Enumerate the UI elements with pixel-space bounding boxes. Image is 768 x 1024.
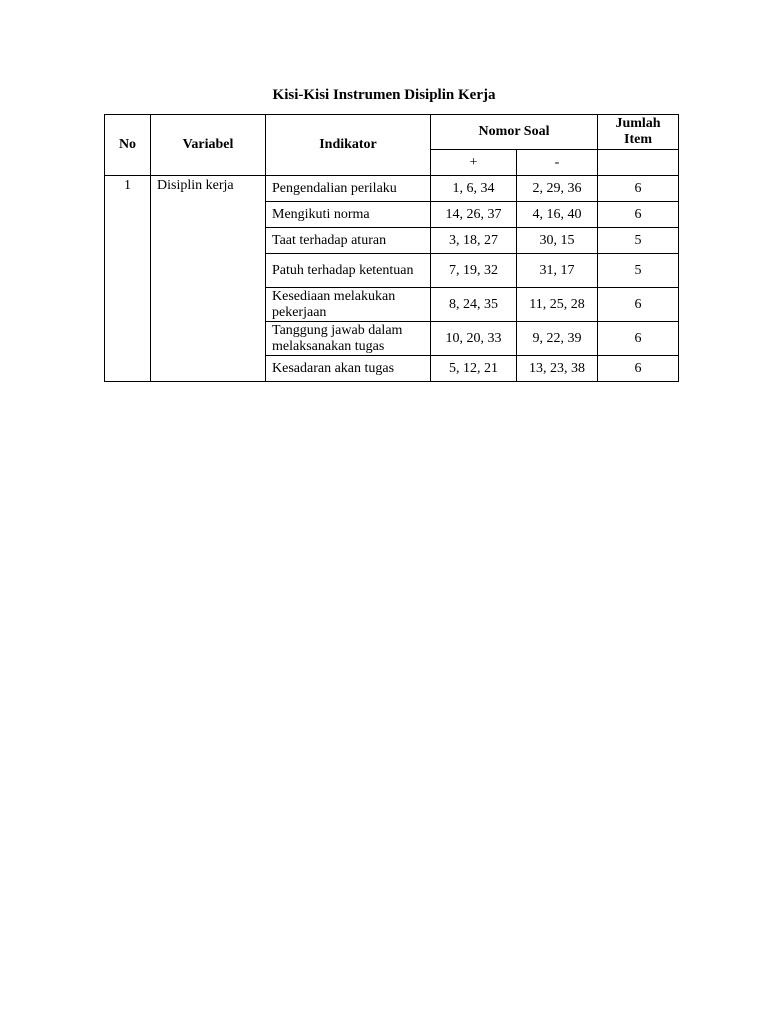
cell-plus: 8, 24, 35 [431,288,517,322]
table-row [105,176,679,202]
cell-minus: 2, 29, 36 [517,176,598,202]
cell-minus: 31, 17 [517,254,598,288]
header-jumlah-item: Jumlah Item [598,115,679,150]
cell-jumlah: 5 [598,228,679,254]
cell-plus: 7, 19, 32 [431,254,517,288]
cell-indikator: Patuh terhadap ketentuan [266,254,431,288]
cell-jumlah: 6 [598,322,679,356]
cell-plus: 1, 6, 34 [431,176,517,202]
header-indikator: Indikator [266,115,431,176]
header-plus: + [431,150,517,176]
cell-minus: 9, 22, 39 [517,322,598,356]
cell-plus: 5, 12, 21 [431,356,517,382]
cell-indikator: Kesadaran akan tugas [266,356,431,382]
cell-jumlah: 6 [598,176,679,202]
cell-minus: 30, 15 [517,228,598,254]
cell-jumlah: 6 [598,288,679,322]
instrument-table [104,114,679,382]
cell-indikator: Tanggung jawab dalam melaksanakan tugas [266,322,431,356]
cell-jumlah: 6 [598,202,679,228]
cell-variabel: Disiplin kerja [151,176,266,382]
cell-jumlah: 6 [598,356,679,382]
cell-indikator: Pengendalian perilaku [266,176,431,202]
cell-minus: 13, 23, 38 [517,356,598,382]
header-row [105,115,679,150]
cell-indikator: Kesediaan melakukan pekerjaan [266,288,431,322]
header-variabel: Variabel [151,115,266,176]
cell-minus: 11, 25, 28 [517,288,598,322]
cell-indikator: Taat terhadap aturan [266,228,431,254]
cell-plus: 10, 20, 33 [431,322,517,356]
header-no: No [105,115,151,176]
document-title: Kisi-Kisi Instrumen Disiplin Kerja [272,87,496,103]
cell-plus: 14, 26, 37 [431,202,517,228]
header-minus: - [517,150,598,176]
cell-indikator: Mengikuti norma [266,202,431,228]
header-nomor-soal: Nomor Soal [431,115,598,150]
cell-minus: 4, 16, 40 [517,202,598,228]
cell-plus: 3, 18, 27 [431,228,517,254]
cell-jumlah: 5 [598,254,679,288]
header-empty-cell [598,150,679,176]
cell-no: 1 [105,176,151,382]
